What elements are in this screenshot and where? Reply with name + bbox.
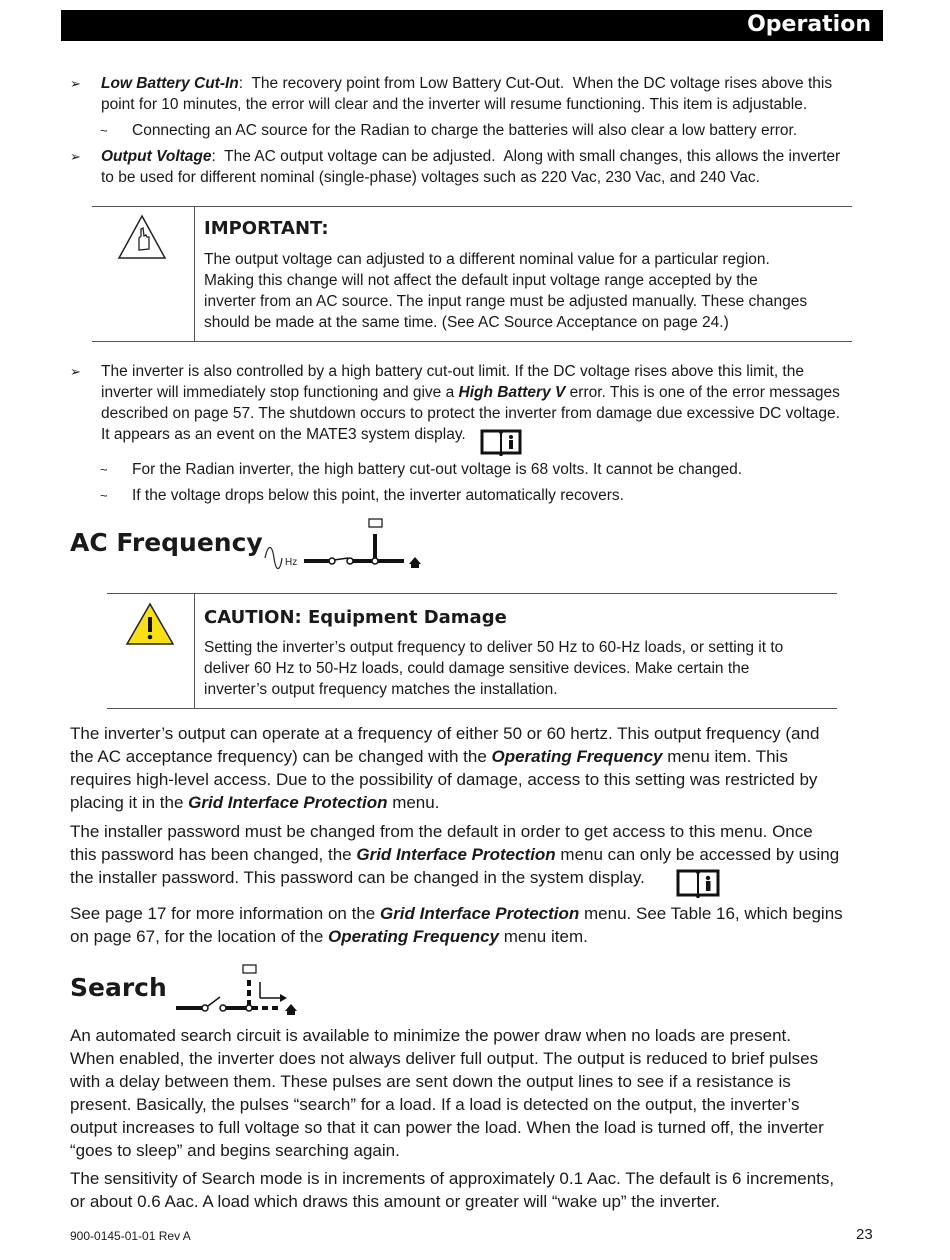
term-operating-frequency: Operating Frequency xyxy=(328,927,500,946)
section-title: Operation xyxy=(747,12,871,37)
term-operating-frequency: Operating Frequency xyxy=(491,747,663,766)
caution-bottom-rule xyxy=(107,708,837,709)
paragraph-line: the installer password. This password can be changed in the system display. xyxy=(70,868,645,887)
arrow-bullet-icon: ➢ xyxy=(70,76,81,91)
term-separator: : xyxy=(211,148,216,165)
important-top-rule xyxy=(92,206,852,207)
house-load-icon xyxy=(409,557,421,568)
heading-ac-frequency: AC Frequency xyxy=(70,528,263,557)
paragraph-line: menu can only be accessed by using xyxy=(555,845,840,864)
battery-icon xyxy=(369,519,382,527)
paragraph-line: See page 17 for more information on the xyxy=(70,904,380,923)
arrow-bullet-icon: ➢ xyxy=(70,364,81,379)
caution-line: deliver 60 Hz to 50-Hz loads, could damage sensitive devices. Make certain the xyxy=(204,660,750,677)
bullet-low-battery-cut-in xyxy=(70,73,890,115)
paragraph-line: on page 67, for the location of the xyxy=(70,927,329,946)
bullet-output-voltage xyxy=(70,146,890,188)
sub-bullet-text: For the Radian inverter, the high battery cut-out voltage is 68 volts. It cannot be changed. xyxy=(132,461,743,478)
battery-icon xyxy=(243,965,256,973)
paragraph-line: “goes to sleep” and begins searching again. xyxy=(70,1141,400,1160)
paragraph-line: menu item. This xyxy=(662,747,788,766)
term-output-voltage: Output Voltage xyxy=(101,148,212,165)
ac-frequency-paragraph-3 xyxy=(70,902,890,948)
paragraph-line: menu. xyxy=(387,793,440,812)
sub-bullet-recovers xyxy=(100,485,900,506)
paragraph-line: The sensitivity of Search mode is in increments of approximately 0.1 Aac. The default is 6 increments, xyxy=(70,1169,835,1188)
important-line: should be made at the same time. (See AC Source Acceptance on page 24.) xyxy=(204,314,729,331)
paragraph-line: The inverter’s output can operate at a frequency of either 50 or 60 hertz. This output frequency (and xyxy=(70,724,820,743)
term-high-battery-v: High Battery V xyxy=(458,384,566,401)
caution-text xyxy=(204,637,834,700)
important-bottom-rule xyxy=(92,341,852,342)
bullet-text: It appears as an event on the MATE3 system display. xyxy=(101,426,466,443)
caution-line: inverter’s output frequency matches the installation. xyxy=(204,681,558,698)
term-grid-interface-protection: Grid Interface Protection xyxy=(356,845,556,864)
caution-top-rule xyxy=(107,593,837,594)
sub-bullet-text: Connecting an AC source for the Radian to charge the batteries will also clear a low battery error. xyxy=(132,122,798,139)
tilde-bullet-icon: ~ xyxy=(100,462,108,477)
house-load-icon xyxy=(285,1004,297,1015)
ac-frequency-paragraph-1 xyxy=(70,722,890,814)
term-grid-interface-protection: Grid Interface Protection xyxy=(379,904,580,923)
paragraph-line: An automated search circuit is available to minimize the power draw when no loads are present. xyxy=(70,1026,791,1045)
search-diagram xyxy=(174,960,304,1020)
book-info-icon xyxy=(480,428,522,456)
bullet-text: to be used for different nominal (single-phase) voltages such as 220 Vac, 230 Vac, and 240 Vac. xyxy=(101,169,760,186)
important-line: The output voltage can adjusted to a different nominal value for a particular region. xyxy=(204,251,770,268)
section-header-bar xyxy=(61,10,883,41)
important-title: IMPORTANT: xyxy=(204,218,329,239)
paragraph-line: output increases to full voltage so that it can power the load. When the load is turned off, the inverter xyxy=(70,1118,824,1137)
sub-bullet-text: If the voltage drops below this point, the inverter automatically recovers. xyxy=(132,487,624,504)
sine-wave-icon xyxy=(265,548,282,569)
tilde-bullet-icon: ~ xyxy=(100,488,108,503)
term-grid-interface-protection: Grid Interface Protection xyxy=(188,793,388,812)
caution-title: CAUTION: Equipment Damage xyxy=(204,607,507,628)
sub-bullet-68-volts xyxy=(100,459,900,480)
paragraph-line: with a delay between them. These pulses are sent down the output lines to see if a resistance is xyxy=(70,1072,791,1091)
heading-search: Search xyxy=(70,973,167,1002)
caution-line: Setting the inverter’s output frequency to deliver 50 Hz to 60-Hz loads, or setting it to xyxy=(204,639,784,656)
ac-frequency-paragraph-2 xyxy=(70,820,890,889)
search-paragraph-2 xyxy=(70,1167,900,1213)
paragraph-line: placing it in the xyxy=(70,793,189,812)
paragraph-line: menu. See Table 16, which begins xyxy=(579,904,843,923)
caution-divider xyxy=(194,593,195,708)
search-paragraph-1 xyxy=(70,1024,900,1162)
paragraph-line: or about 0.6 Aac. A load which draws this amount or greater will “wake up” the inverter. xyxy=(70,1192,721,1211)
bullet-text: The inverter is also controlled by a high battery cut-out limit. If the DC voltage rises above this limit, the xyxy=(101,363,804,380)
arrow-bullet-icon: ➢ xyxy=(70,149,81,164)
bullet-text: described on page 57. The shutdown occurs to protect the inverter from damage due excessive DC voltage. xyxy=(101,405,840,422)
bullet-text: inverter will immediately stop functioning and give a xyxy=(101,384,459,401)
bullet-text: The AC output voltage can be adjusted. Along with small changes, this allows the inverter xyxy=(215,148,841,165)
term-separator: : xyxy=(238,75,244,92)
paragraph-line: menu item. xyxy=(499,927,588,946)
paragraph-line: requires high-level access. Due to the possibility of damage, access to this setting was restricted by xyxy=(70,770,818,789)
sub-bullet-ac-source xyxy=(100,120,900,141)
footer-doc-number: 900-0145-01-01 Rev A xyxy=(70,1229,191,1243)
important-divider xyxy=(194,206,195,341)
important-text xyxy=(204,249,854,333)
paragraph-line: present. Basically, the pulses “search” for a load. If a load is detected on the output, the inverter’s xyxy=(70,1095,800,1114)
footer-page-number: 23 xyxy=(856,1226,873,1243)
paragraph-line: the AC acceptance frequency) can be changed with the xyxy=(70,747,492,766)
important-line: inverter from an AC source. The input range must be adjusted manually. These changes xyxy=(204,293,808,310)
book-info-icon xyxy=(676,868,720,898)
paragraph-line: this password has been changed, the xyxy=(70,845,357,864)
bullet-text: point for 10 minutes, the error will clear and the inverter will resume functioning. This item is adjustable. xyxy=(101,96,808,113)
paragraph-line: When enabled, the inverter does not always deliver full output. The output is reduced to brief pulses xyxy=(70,1049,819,1068)
diagram-hz-label: Hz xyxy=(285,557,298,568)
term-low-battery-cut-in: Low Battery Cut-In xyxy=(101,75,239,92)
tilde-bullet-icon: ~ xyxy=(100,123,108,138)
ac-frequency-diagram xyxy=(262,514,427,574)
bullet-text: The recovery point from Low Battery Cut-Out. When the DC voltage rises above this xyxy=(243,75,833,92)
paragraph-line: The installer password must be changed from the default in order to get access to this menu. Once xyxy=(70,822,813,841)
hand-pointer-icon xyxy=(117,214,167,260)
warning-triangle-icon xyxy=(125,602,175,646)
important-line: Making this change will not affect the default input voltage range accepted by the xyxy=(204,272,758,289)
bullet-text: error. This is one of the error messages xyxy=(565,384,840,401)
